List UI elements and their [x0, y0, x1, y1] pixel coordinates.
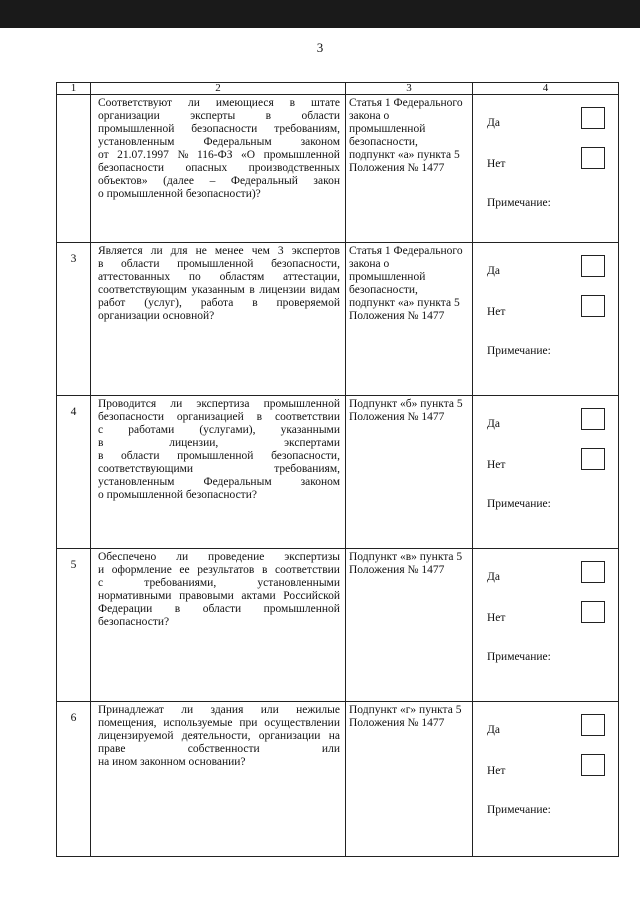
- yes-checkbox[interactable]: [581, 408, 605, 430]
- question-line: безопасности?: [98, 616, 170, 628]
- no-checkbox[interactable]: [581, 601, 605, 623]
- note-label: Примечание:: [487, 804, 551, 816]
- yes-label: Да: [487, 571, 500, 583]
- header-col-1: 1: [57, 83, 91, 95]
- reference-line: безопасности,: [349, 136, 418, 148]
- reference-line: Статья 1 Федерального: [349, 97, 463, 109]
- header-col-3: 3: [346, 83, 473, 95]
- no-checkbox[interactable]: [581, 448, 605, 470]
- question-line: на ином законном основании?: [98, 756, 246, 768]
- reference-line: промышленной: [349, 123, 426, 135]
- question-line: Является ли для не менее чем 3 экспертов: [98, 245, 340, 257]
- table-row: [57, 702, 619, 857]
- legal-reference: [346, 95, 473, 243]
- scan-top-border: [0, 0, 640, 28]
- table-row: [57, 549, 619, 702]
- question-line: Принадлежат ли здания или нежилые: [98, 704, 340, 716]
- question-line: Обеспечено ли проведение экспертизы: [98, 551, 340, 563]
- question-line: Федерации в области промышленной: [98, 603, 340, 615]
- question-line: Проводится ли экспертиза промышленной: [98, 398, 340, 410]
- reference-line: Положения № 1477: [349, 411, 445, 423]
- question-line: помещения, используемые при осуществлении: [98, 717, 340, 729]
- reference-line: Подпункт «г» пункта 5: [349, 704, 462, 716]
- reference-line: безопасности,: [349, 284, 418, 296]
- question-line: от 21.07.1997 № 116-ФЗ «О промышленной: [98, 149, 340, 161]
- question-line: в области промышленной безопасности,: [98, 450, 340, 462]
- question-line: аттестованных по областям аттестации,: [98, 271, 340, 283]
- no-label: Нет: [487, 306, 506, 318]
- row-number: 5: [57, 549, 91, 702]
- no-label: Нет: [487, 612, 506, 624]
- yes-checkbox[interactable]: [581, 255, 605, 277]
- header-row: [57, 83, 619, 95]
- row-number: [57, 95, 91, 243]
- reference-line: Подпункт «в» пункта 5: [349, 551, 463, 563]
- question-line: нормативными правовыми актами Российской: [98, 590, 340, 602]
- question-line: установленным Федеральным законом: [98, 136, 340, 148]
- header-col-4: 4: [473, 83, 619, 95]
- question-line: безопасности опасных производственных: [98, 162, 340, 174]
- answer-cell: [473, 396, 619, 549]
- legal-reference: [346, 549, 473, 702]
- header-col-2: 2: [91, 83, 346, 95]
- legal-reference: [346, 702, 473, 857]
- question-line: организации основной?: [98, 310, 215, 322]
- question-line: и оформление ее результатов в соответствии: [98, 564, 340, 576]
- row-number: 4: [57, 396, 91, 549]
- reference-line: подпункт «а» пункта 5: [349, 297, 460, 309]
- no-checkbox[interactable]: [581, 147, 605, 169]
- question-line: в области промышленной безопасности,: [98, 258, 340, 270]
- reference-line: закона о: [349, 110, 390, 122]
- reference-line: Статья 1 Федерального: [349, 245, 463, 257]
- answer-cell: [473, 95, 619, 243]
- no-checkbox[interactable]: [581, 754, 605, 776]
- question-line: промышленной безопасности требованиям,: [98, 123, 340, 135]
- table-row: [57, 396, 619, 549]
- note-label: Примечание:: [487, 345, 551, 357]
- question-line: безопасности организацией в соответствии: [98, 411, 340, 423]
- question-text: [91, 396, 346, 549]
- question-line: с работами (услугами), указанными: [98, 424, 340, 436]
- page-number: 3: [316, 40, 324, 55]
- reference-line: Положения № 1477: [349, 162, 445, 174]
- question-text: [91, 95, 346, 243]
- question-line: организации эксперты в области: [98, 110, 340, 122]
- yes-label: Да: [487, 265, 500, 277]
- reference-line: Подпункт «б» пункта 5: [349, 398, 463, 410]
- note-label: Примечание:: [487, 651, 551, 663]
- reference-line: Положения № 1477: [349, 564, 445, 576]
- yes-label: Да: [487, 117, 500, 129]
- row-number: 3: [57, 243, 91, 396]
- question-line: лицензируемой деятельности, организации на: [98, 730, 340, 742]
- reference-line: промышленной: [349, 271, 426, 283]
- question-text: [91, 243, 346, 396]
- reference-line: Положения № 1477: [349, 310, 445, 322]
- answer-cell: [473, 702, 619, 857]
- reference-line: Положения № 1477: [349, 717, 445, 729]
- no-checkbox[interactable]: [581, 295, 605, 317]
- yes-label: Да: [487, 418, 500, 430]
- answer-cell: [473, 549, 619, 702]
- question-line: о промышленной безопасности?: [98, 489, 257, 501]
- no-label: Нет: [487, 459, 506, 471]
- question-line: в лицензии, экспертами: [98, 437, 340, 449]
- yes-checkbox[interactable]: [581, 714, 605, 736]
- yes-label: Да: [487, 724, 500, 736]
- reference-line: подпункт «а» пункта 5: [349, 149, 460, 161]
- question-line: соответствующими требованиям,: [98, 463, 340, 475]
- question-line: соответствующим указанным в лицензии видам: [98, 284, 340, 296]
- checklist-table: [56, 82, 619, 857]
- yes-checkbox[interactable]: [581, 561, 605, 583]
- question-line: с требованиями, установленными: [98, 577, 340, 589]
- table-row: [57, 95, 619, 243]
- legal-reference: [346, 243, 473, 396]
- question-line: объектов» (далее – Федеральный закон: [98, 175, 340, 187]
- question-line: Соответствуют ли имеющиеся в штате: [98, 97, 340, 109]
- question-line: о промышленной безопасности)?: [98, 188, 261, 200]
- question-line: установленным Федеральным законом: [98, 476, 340, 488]
- reference-line: закона о: [349, 258, 390, 270]
- question-line: праве собственности или: [98, 743, 340, 755]
- no-label: Нет: [487, 765, 506, 777]
- no-label: Нет: [487, 158, 506, 170]
- question-text: [91, 702, 346, 857]
- question-line: работ (услуг), работа в проверяемой: [98, 297, 340, 309]
- table-row: [57, 243, 619, 396]
- answer-cell: [473, 243, 619, 396]
- row-number: 6: [57, 702, 91, 857]
- note-label: Примечание:: [487, 498, 551, 510]
- question-text: [91, 549, 346, 702]
- yes-checkbox[interactable]: [581, 107, 605, 129]
- legal-reference: [346, 396, 473, 549]
- note-label: Примечание:: [487, 197, 551, 209]
